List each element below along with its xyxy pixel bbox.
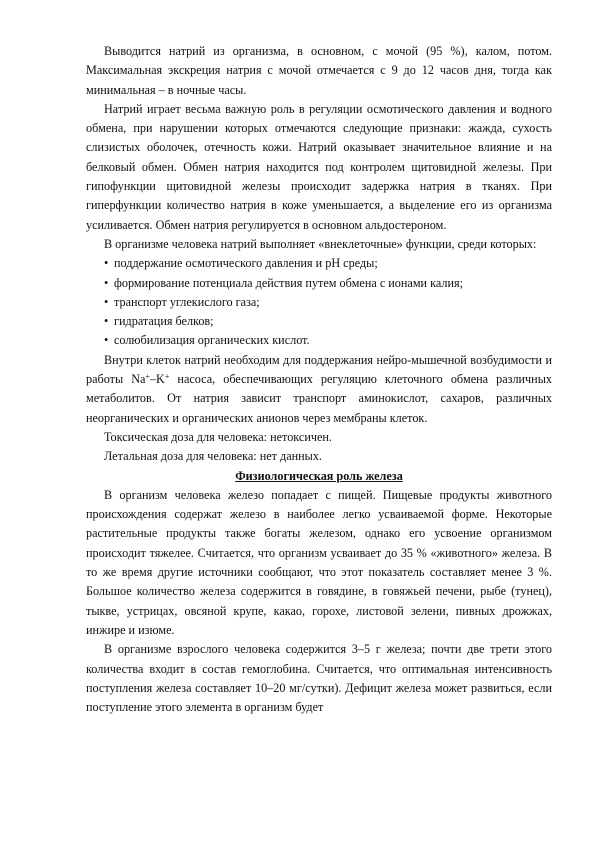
section-heading-iron: Физиологическая роль железа (235, 468, 403, 483)
list-item: • солюбилизация органических кислот. (104, 331, 552, 350)
bullet-icon: • (104, 333, 109, 348)
list-item: • формирование потенциала действия путем обмена с ионами калия; (104, 274, 552, 293)
lethal-dose-line: Летальная доза для человека: нет данных. (104, 449, 322, 464)
bullet-icon: • (104, 275, 109, 290)
paragraph-sodium-role: Натрий играет весьма важную роль в регуляции осмотического давления и водного обмена, при нарушении которых отмечаются следующие признаки: жажда, сухость слизистых оболочек, отечность кожи. Натрий оказывает значительное влияние и на белковый обмен. Обмен натрия находится под контролем щитовидной железы. При гипофункции щитовидной железы происходит задержка натрия в тканях. При гиперфункции количество натрия в коже уменьшается, а выделение его из организма усиливается. Обмен натрия регулируется в основном альдостероном. (86, 101, 552, 232)
paragraph-sodium-intracellular: Внутри клеток натрий необходим для поддержания нейро-мышечной возбудимости и работы Na+–K+ насоса, обеспечивающих регуляцию клеточного обмена различных метаболитов. От натрия зависит транспорт аминокислот, сахаров, различных неорганических и органических анионов через мембраны клеток. (86, 352, 552, 425)
toxic-dose-line: Токсическая доза для человека: нетоксичен. (104, 429, 332, 444)
paragraph-sodium-excretion: Выводится натрий из организма, в основном, с мочой (95 %), калом, потом. Максимальная экскреция натрия с мочой отмечается с 9 до 12 часов дня, тогда как минимальная – в ночные часы. (86, 44, 552, 97)
sodium-functions-list (86, 254, 552, 350)
list-item: • поддержание осмотического давления и pH среды; (104, 254, 552, 273)
bullet-icon: • (104, 314, 109, 329)
bullet-icon: • (104, 294, 109, 309)
paragraph-iron-intake: В организм человека железо попадает с пищей. Пищевые продукты животного происхождения содержат железо в наиболее легко усваиваемой форме. Некоторые растительные продукты также богаты железом, однако его усвоение организмом происходит тяжелее. Считается, что организм усваивает до 35 % «животного» железа. В то же время другие источники сообщают, что этот показатель составляет менее 3 %. Большое количество железа содержится в говядине, в говяжьей печени, рыбе (тунец), тыкве, устрицах, овсяной крупе, какао, горохе, листовой зелени, пивных дрожжах, инжире и изюме. (86, 487, 552, 637)
bullet-icon: • (104, 256, 109, 271)
list-item: • гидратация белков; (104, 312, 552, 331)
document-page (86, 42, 552, 717)
paragraph-iron-content: В организме взрослого человека содержится 3–5 г железа; почти две трети этого количества входит в состав гемоглобина. Считается, что оптимальная интенсивность поступления железа составляет 10–20 мг/сутки). Дефицит железа может развиться, если поступление этого элемента в организм будет (86, 642, 552, 715)
paragraph-sodium-functions-intro: В организме человека натрий выполняет «внеклеточные» функции, среди которых: (104, 236, 537, 251)
list-item: • транспорт углекислого газа; (104, 293, 552, 312)
